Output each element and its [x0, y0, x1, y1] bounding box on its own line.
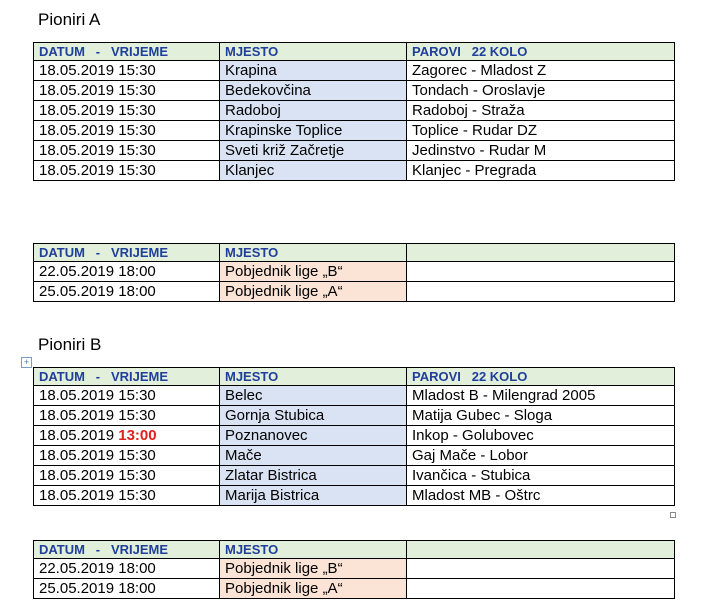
cell-empty: [407, 559, 675, 579]
cell-date-time: 25.05.2019 18:00: [34, 282, 220, 302]
finals-table-pioniri-a: [33, 243, 675, 302]
cell-date-time: 18.05.2019 15:30: [34, 81, 220, 101]
schedule-table-pioniri-b: [33, 367, 675, 506]
table-row: [34, 406, 675, 426]
table-row: [34, 262, 675, 282]
header-place: MJESTO: [220, 43, 407, 61]
cell-date-time: 18.05.2019 15:30: [34, 141, 220, 161]
table-row: [34, 81, 675, 101]
cell-place: Belec: [220, 386, 407, 406]
cell-pair: Matija Gubec - Sloga: [407, 406, 675, 426]
cell-place: Mače: [220, 446, 407, 466]
move-icon[interactable]: +: [21, 357, 32, 368]
cell-date-time: 18.05.2019 15:30: [34, 161, 220, 181]
table-row: [34, 486, 675, 506]
table-header-row: [34, 541, 675, 559]
table-header-row: [34, 368, 675, 386]
cell-date-time: 18.05.2019 15:30: [34, 101, 220, 121]
cell-pair: Toplice - Rudar DZ: [407, 121, 675, 141]
cell-place: Klanjec: [220, 161, 407, 181]
table-header-row: [34, 244, 675, 262]
cell-place: Krapina: [220, 61, 407, 81]
cell-place: Marija Bistrica: [220, 486, 407, 506]
header-date-time: DATUM - VRIJEME: [34, 368, 220, 386]
resize-icon[interactable]: [670, 512, 676, 518]
table-row: [34, 101, 675, 121]
cell-date-time: 18.05.2019 15:30: [34, 486, 220, 506]
cell-date-time: 18.05.2019 15:30: [34, 61, 220, 81]
table-row: [34, 559, 675, 579]
finals-table-pioniri-b: [33, 540, 675, 599]
cell-empty: [407, 579, 675, 599]
cell-place: Bedekovčina: [220, 81, 407, 101]
header-empty: [407, 541, 675, 559]
cell-place: Zlatar Bistrica: [220, 466, 407, 486]
cell-pair: Tondach - Oroslavje: [407, 81, 675, 101]
cell-place: Sveti križ Začretje: [220, 141, 407, 161]
cell-date-time: 18.05.2019 15:30: [34, 121, 220, 141]
table-row: [34, 161, 675, 181]
cell-pair: Klanjec - Pregrada: [407, 161, 675, 181]
cell-date-time: 18.05.2019 15:30: [34, 446, 220, 466]
cell-place: Pobjednik lige „B“: [220, 559, 407, 579]
table-row: [34, 446, 675, 466]
table-row: [34, 121, 675, 141]
header-date-time: DATUM - VRIJEME: [34, 541, 220, 559]
table-row: [34, 61, 675, 81]
cell-date-time: 25.05.2019 18:00: [34, 579, 220, 599]
schedule-table-pioniri-a: [33, 42, 675, 181]
cell-place: Pobjednik lige „A“: [220, 579, 407, 599]
cell-empty: [407, 282, 675, 302]
header-place: MJESTO: [220, 368, 407, 386]
cell-pair: Jedinstvo - Rudar M: [407, 141, 675, 161]
header-place: MJESTO: [220, 541, 407, 559]
table-row: [34, 426, 675, 446]
cell-date-time: 22.05.2019 18:00: [34, 559, 220, 579]
cell-date-time: 18.05.2019 15:30: [34, 406, 220, 426]
header-date-time: DATUM - VRIJEME: [34, 244, 220, 262]
table-row: [34, 579, 675, 599]
cell-empty: [407, 262, 675, 282]
cell-pair: Zagorec - Mladost Z: [407, 61, 675, 81]
cell-place: Radoboj: [220, 101, 407, 121]
header-pairs: PAROVI 22 KOLO: [407, 368, 675, 386]
cell-place: Gornja Stubica: [220, 406, 407, 426]
cell-date-time: 18.05.2019 15:30: [34, 386, 220, 406]
cell-place: Pobjednik lige „A“: [220, 282, 407, 302]
header-pairs: PAROVI 22 KOLO: [407, 43, 675, 61]
cell-pair: Radoboj - Straža: [407, 101, 675, 121]
header-place: MJESTO: [220, 244, 407, 262]
cell-date-time: 22.05.2019 18:00: [34, 262, 220, 282]
table-row: [34, 282, 675, 302]
table-row: [34, 141, 675, 161]
cell-pair: Inkop - Golubovec: [407, 426, 675, 446]
cell-place: Pobjednik lige „B“: [220, 262, 407, 282]
table-row: [34, 466, 675, 486]
cell-date-time: 18.05.2019 15:30: [34, 466, 220, 486]
section-title-pioniri-b: Pioniri B: [38, 335, 102, 354]
cell-pair: Mladost MB - Oštrc: [407, 486, 675, 506]
cell-pair: Gaj Mače - Lobor: [407, 446, 675, 466]
cell-date-time: [34, 426, 220, 446]
table-row: [34, 386, 675, 406]
section-title-pioniri-a: Pioniri A: [38, 10, 101, 29]
cell-place: Poznanovec: [220, 426, 407, 446]
cell-place: Krapinske Toplice: [220, 121, 407, 141]
highlighted-time: 13:00: [118, 427, 157, 444]
cell-pair: Ivančica - Stubica: [407, 466, 675, 486]
header-date-time: DATUM - VRIJEME: [34, 43, 220, 61]
cell-pair: Mladost B - Milengrad 2005: [407, 386, 675, 406]
cell-date: 18.05.2019: [39, 427, 119, 444]
table-header-row: [34, 43, 675, 61]
header-empty: [407, 244, 675, 262]
